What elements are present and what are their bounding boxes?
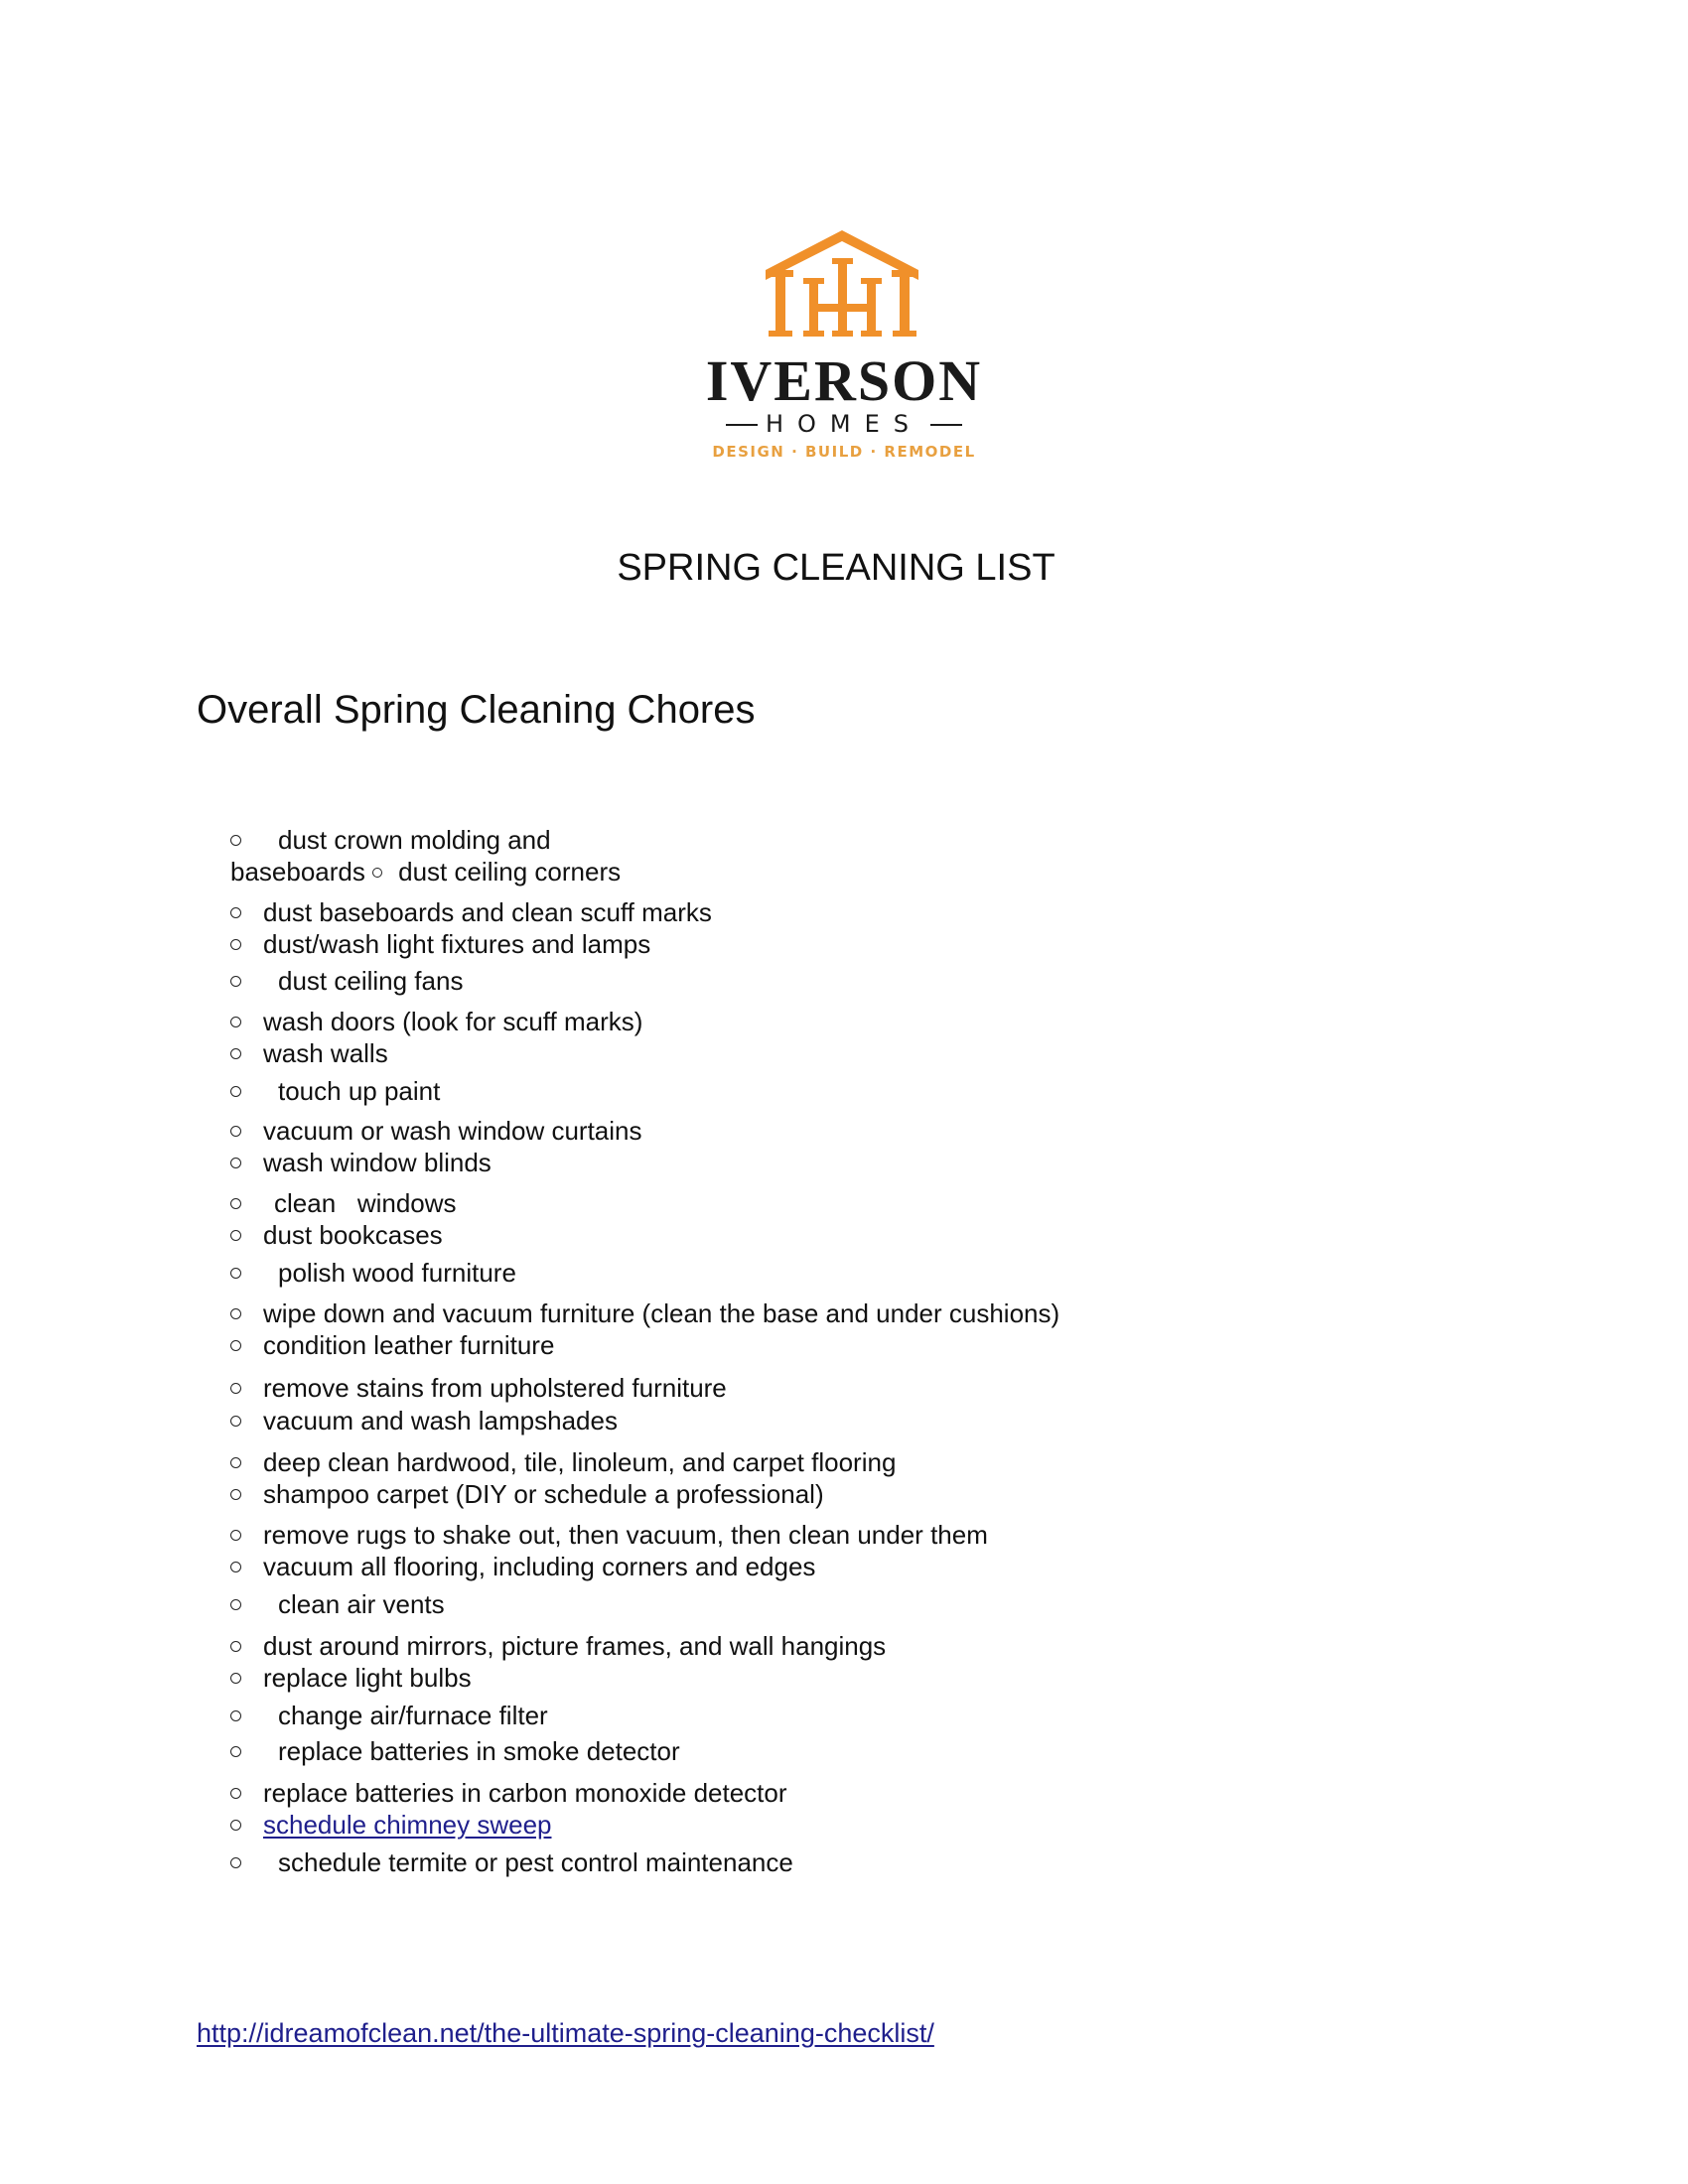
list-item: [230, 1145, 492, 1180]
list-item: [230, 854, 621, 889]
list-item: [230, 1004, 642, 1039]
list-item-text: dust ceiling fans: [278, 966, 464, 996]
list-item-text: remove rugs to shake out, then vacuum, then clean under them: [263, 1520, 988, 1550]
list-item-text: vacuum all flooring, including corners and edges: [263, 1552, 816, 1581]
bullet-circle-icon: [230, 1340, 241, 1351]
bullet-circle-icon: [230, 1457, 241, 1468]
bullet-circle-icon: [372, 868, 382, 878]
bullet-circle-icon: [230, 1673, 241, 1684]
dash-left: [726, 424, 758, 426]
list-item-text: schedule termite or pest control maintenance: [278, 1847, 793, 1877]
bullet-circle-icon: [230, 1710, 241, 1721]
list-item-text: replace light bulbs: [263, 1663, 472, 1693]
tagline-dot: ·: [791, 443, 799, 461]
list-item-text: dust around mirrors, picture frames, and wall hangings: [263, 1631, 887, 1661]
list-item-text: vacuum and wash lampshades: [263, 1406, 618, 1435]
bullet-circle-icon: [230, 1230, 241, 1241]
list-item: [230, 1185, 457, 1221]
bullet-circle-icon: [230, 1746, 241, 1757]
list-item: [230, 1035, 388, 1071]
bullet-circle-icon: [230, 1416, 241, 1427]
list-item: [230, 1733, 680, 1769]
list-item: [230, 1370, 727, 1406]
brand-tagline: [655, 443, 1033, 461]
list-item: [230, 963, 463, 999]
document-title: [0, 544, 1688, 592]
list-item-text: wipe down and vacuum furniture (clean the base and under cushions): [263, 1298, 1060, 1328]
bullet-circle-icon: [230, 835, 241, 846]
house-icon: [655, 218, 1033, 357]
list-item: [230, 822, 551, 858]
tagline-dot: ·: [870, 443, 878, 461]
bullet-circle-icon: [230, 1198, 241, 1209]
bullet-circle-icon: [230, 1562, 241, 1572]
bullet-circle-icon: [230, 1158, 241, 1168]
list-item: [230, 1549, 815, 1584]
list-item-text: condition leather furniture: [263, 1330, 555, 1360]
list-item-text: wash walls: [263, 1038, 388, 1068]
tagline-remodel: REMODEL: [884, 443, 976, 461]
list-item-text: remove stains from upholstered furniture: [263, 1373, 727, 1403]
document-title-text: SPRING CLEANING LIST: [617, 547, 1055, 589]
tagline-build: BUILD: [805, 443, 864, 461]
list-item-text: wash window blinds: [263, 1148, 492, 1177]
source-link[interactable]: http://idreamofclean.net/the-ultimate-spring-cleaning-checklist/: [197, 2018, 934, 2048]
list-item-text: replace batteries in carbon monoxide detector: [263, 1778, 787, 1808]
list-item: [230, 1255, 516, 1291]
bullet-circle-icon: [230, 1489, 241, 1500]
list-item: [230, 1775, 787, 1811]
bullet-circle-icon: [230, 1126, 241, 1137]
list-item-text: change air/furnace filter: [278, 1701, 548, 1730]
dash-right: [930, 424, 962, 426]
company-logo: [655, 218, 1033, 477]
list-item-text: dust/wash light fixtures and lamps: [263, 929, 651, 959]
brand-subtitle: [655, 409, 1033, 439]
list-item-text: dust ceiling corners: [398, 857, 622, 887]
list-item: [230, 1807, 552, 1843]
list-item-text: vacuum or wash window curtains: [263, 1116, 642, 1146]
list-item-text: dust baseboards and clean scuff marks: [263, 897, 712, 927]
tagline-design: DESIGN: [712, 443, 785, 461]
list-item: [230, 1113, 642, 1149]
bullet-circle-icon: [230, 1530, 241, 1541]
list-item-text: deep clean hardwood, tile, linoleum, and carpet flooring: [263, 1447, 897, 1477]
list-item-text: touch up paint: [278, 1076, 441, 1106]
bullet-circle-icon: [230, 1086, 241, 1097]
chimney-sweep-link[interactable]: schedule chimney sweep: [263, 1810, 552, 1840]
brand-name: IVERSON: [705, 348, 983, 413]
section-heading: Overall Spring Cleaning Chores: [197, 688, 756, 732]
list-item-text: wash doors (look for scuff marks): [263, 1007, 643, 1036]
bullet-circle-icon: [230, 939, 241, 950]
list-item-text: baseboards: [230, 857, 373, 887]
bullet-circle-icon: [230, 1788, 241, 1799]
bullet-circle-icon: [230, 1017, 241, 1027]
bullet-circle-icon: [230, 1268, 241, 1279]
list-item: [230, 1296, 1059, 1331]
list-item-text: shampoo carpet (DIY or schedule a professional): [263, 1479, 824, 1509]
brand-sub-text: HOMES: [765, 410, 923, 438]
source-link-container: [197, 2015, 934, 2051]
bullet-circle-icon: [230, 1599, 241, 1610]
list-item: [230, 1660, 472, 1696]
bullet-circle-icon: [230, 1641, 241, 1652]
list-item: [230, 1476, 824, 1512]
list-item-text: dust crown molding and: [278, 825, 551, 855]
bullet-circle-icon: [230, 1857, 241, 1868]
list-item-text: clean windows: [274, 1188, 457, 1218]
bullet-circle-icon: [230, 1308, 241, 1319]
list-item: [230, 1844, 793, 1880]
list-item: [230, 1217, 443, 1253]
list-item: [230, 1403, 618, 1438]
list-item: [230, 926, 650, 962]
list-item: [230, 1327, 554, 1363]
bullet-circle-icon: [230, 1383, 241, 1394]
list-item: [230, 1444, 896, 1480]
bullet-circle-icon: [230, 976, 241, 987]
list-item: [230, 894, 712, 930]
list-item: [230, 1073, 440, 1109]
list-item-text: dust bookcases: [263, 1220, 443, 1250]
list-item-text: polish wood furniture: [278, 1258, 516, 1288]
bullet-circle-icon: [230, 1048, 241, 1059]
bullet-circle-icon: [230, 1820, 241, 1831]
bullet-circle-icon: [230, 907, 241, 918]
list-item: [230, 1517, 988, 1553]
list-item: [230, 1628, 886, 1664]
list-item-text: clean air vents: [278, 1589, 445, 1619]
list-item: [230, 1586, 445, 1622]
list-item-text: replace batteries in smoke detector: [278, 1736, 680, 1766]
list-item: [230, 1698, 548, 1733]
